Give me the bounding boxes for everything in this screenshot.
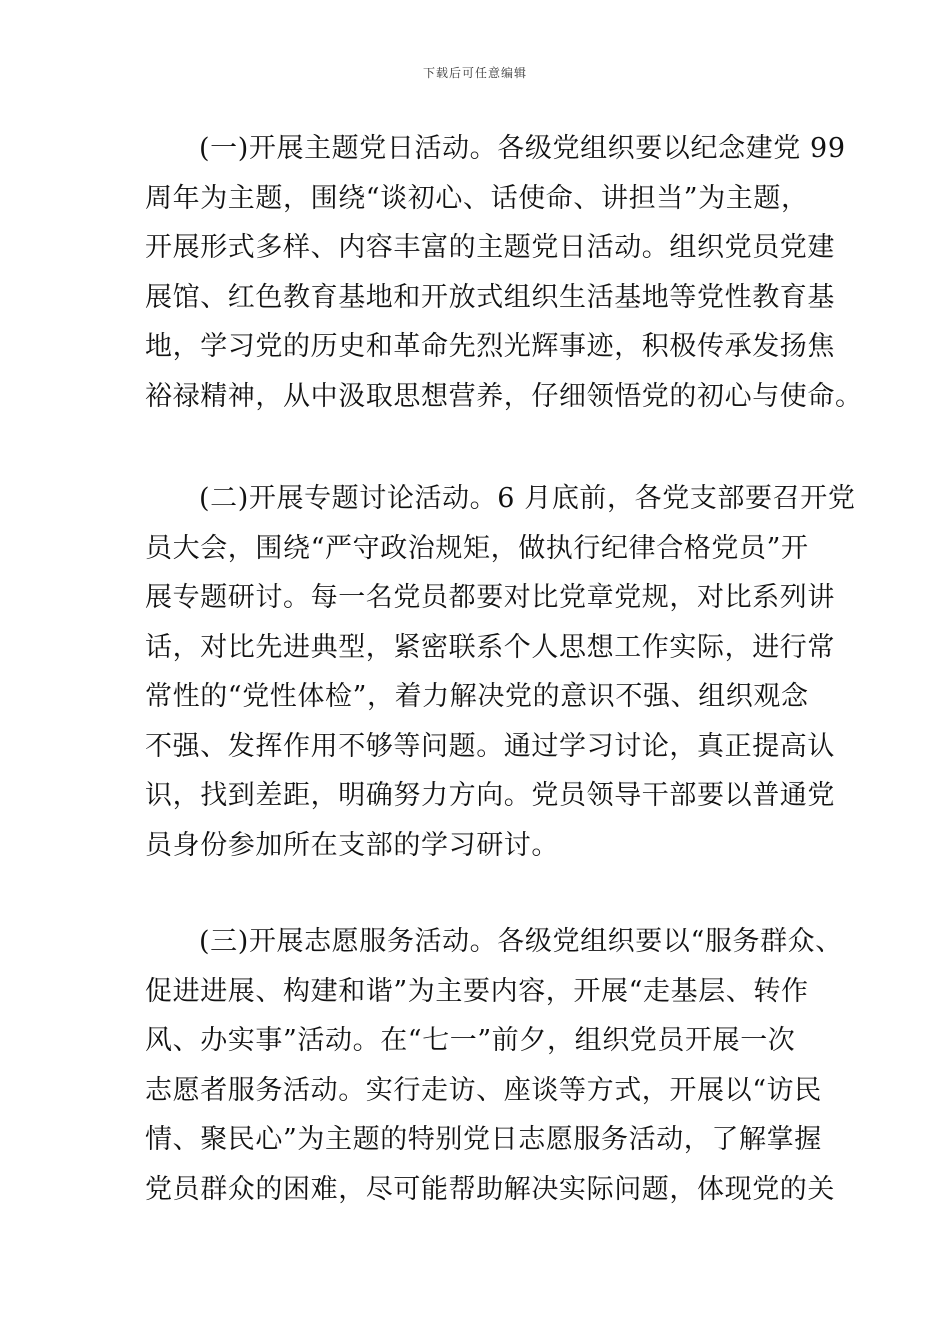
text-line: (一)开展主题党日活动。各级党组织要以纪念建党 99: [199, 133, 846, 164]
text-line: 识，找到差距，明确努力方向。党员领导干部要以普通党: [145, 780, 835, 811]
text-line: 情、聚民心”为主题的特别党日志愿服务活动，了解掌握: [145, 1124, 822, 1155]
text-line: 周年为主题，围绕“谈初心、话使命、讲担当”为主题，: [145, 182, 809, 214]
text-line: 常性的“党性体检”，着力解决党的意识不强、组织观念: [145, 681, 809, 712]
text-line: (三)开展志愿服务活动。各级党组织要以“服务群众、: [199, 926, 843, 957]
text-line: 员大会，围绕“严守政治规矩，做执行纪律合格党员”开: [145, 532, 809, 564]
text-line: 话，对比先进典型，紧密联系个人思想工作实际，进行常: [145, 631, 835, 663]
text-line: 志愿者服务活动。实行走访、座谈等方式，开展以“访民: [145, 1074, 822, 1106]
text-line: 不强、发挥作用不够等问题。通过学习讨论，真正提高认: [145, 730, 835, 762]
paragraph-volunteer-service: [145, 917, 843, 1214]
text-line: 展专题研讨。每一名党员都要对比党章党规，对比系列讲: [145, 582, 835, 613]
text-line: 裕禄精神，从中汲取思想营养，仔细领悟党的初心与使命。: [145, 380, 863, 412]
paragraph-theme-party-day: [145, 124, 863, 421]
text-line: (二)开展专题讨论活动。6 月底前，各党支部要召开党: [199, 483, 856, 514]
page-header: 下载后可任意编辑: [422, 66, 527, 80]
text-line: 展馆、红色教育基地和开放式组织生活基地等党性教育基: [145, 281, 835, 313]
text-line: 地，学习党的历史和革命先烈光辉事迹，积极传承发扬焦: [145, 331, 835, 362]
text-line: 促进进展、构建和谐”为主要内容，开展“走基层、转作: [145, 975, 809, 1007]
text-line: 党员群众的困难，尽可能帮助解决实际问题，体现党的关: [145, 1173, 835, 1205]
text-line: 开展形式多样、内容丰富的主题党日活动。组织党员党建: [145, 232, 835, 263]
text-line: 员身份参加所在支部的学习研讨。: [145, 829, 559, 861]
paragraph-topic-discussion: [145, 474, 855, 870]
text-line: 风、办实事”活动。在“七一”前夕，组织党员开展一次: [145, 1025, 796, 1056]
